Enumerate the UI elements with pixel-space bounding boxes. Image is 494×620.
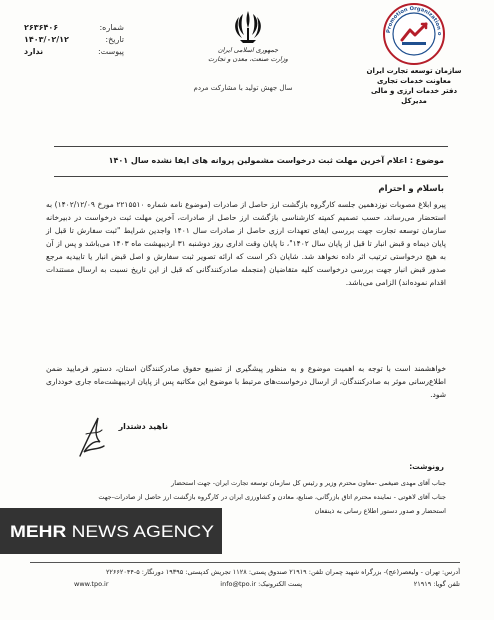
letter-paragraph-request: خواهشمند است با توجه به اهمیت موضوع و به منظور پیشگیری از تضییع حقوق صادرکنندگان استان، دستور فرمایید ضمن اطلاع‌رسانی موثر به صادرکنندگان، از ارسال درخواست‌های مرتبط با موضوع این مکاتبه پس از پایان اردیبهشت‌ماه جاری خودداری شود. [46, 364, 446, 399]
meta-attachment-value: ندارد [24, 47, 44, 56]
footer-website[interactable]: www.tpo.ir [74, 580, 109, 588]
tpo-logo-icon [382, 2, 446, 66]
ministry-emblem-block [198, 8, 298, 64]
meta-number-label: شماره: [99, 23, 124, 32]
iran-emblem-icon [231, 8, 265, 46]
subject-bottom-rule [54, 176, 448, 177]
footer-email: پست الکترونیک: info@tpo.ir [220, 580, 303, 588]
footer-address: آدرس: تهران - ولیعصر(عج)- بزرگراه شهید چمران تلفن: ۲۱۹۱۹ صندوق پستی: ۱۱۲۸ تجریش کدپستی: ۱۹۳۹۵ دورنگار: ۵-۲۲۶۶۲۰۴۴ [105, 568, 460, 576]
mehr-news-watermark-text [10, 517, 216, 545]
emblem-line-country: جمهوری اسلامی ایران [217, 46, 279, 54]
meta-number [24, 22, 124, 34]
cc-title: رونوشت: [409, 462, 444, 471]
mehr-news-watermark [0, 508, 222, 554]
org-line-deputy: معاونت خدمات تجاری [376, 77, 451, 85]
org-line-office: دفتر خدمات ارزی و مالی [370, 87, 458, 95]
signature-scribble-icon [72, 412, 112, 462]
org-line-organization: سازمان توسعه تجارت ایران [366, 67, 462, 75]
footer-contacts [34, 578, 460, 590]
cc-item: استحضار و صدور دستور اطلاع رسانی به ذینفعان [314, 507, 446, 515]
meta-date-value: ۱۴۰۳/۰۲/۱۲ [24, 35, 69, 44]
year-slogan: سال جهش تولید با مشارکت مردم [193, 84, 293, 92]
meta-date [24, 34, 124, 46]
meta-attachment [24, 46, 124, 58]
svg-text:MEHR NEWS AGENCY: MEHR NEWS AGENCY [10, 522, 198, 541]
footer-phone: تلفن گویا: ۲۱۹۱۹ [413, 580, 460, 588]
meta-attachment-label: پیوست: [97, 47, 124, 56]
meta-date-label: تاریخ: [105, 35, 124, 44]
cc-item: جناب آقای لاهوتی - نماینده محترم اتاق بازرگانی، صنایع، معادن و کشاورزی ایران در کارگروه بازگشت ارز حاصل از صادرات-جهت [98, 493, 446, 501]
org-line-director: مدیرکل [401, 97, 427, 105]
signer-name: ناهید دشتدار [118, 422, 168, 431]
meta-number-value: ۲۶۳۶۴۰۶ [24, 23, 59, 32]
subject-top-rule [54, 146, 448, 147]
letter-header [0, 0, 494, 150]
letter-paragraph-main: پیرو ابلاغ مصوبات نوزدهمین جلسه کارگروه بازگشت ارز حاصل از صادرات (موضوع نامه شماره ۲۲۱۵۵۱۰ مورخ ۱۴۰۲/۱۲/۰۹) به استحضار می‌رساند، حسب تصمیم کمیته کارشناسی بازگشت ارز حاصل از صادرات، آخرین مهلت ثبت درخواست در دبیرخانه سازمان توسعه تجارت جهت بررسی ایفای تعهدات ارزی حاصل از صادرات سال ۱۴۰۱ واجدین شرایط "ثبت سفارش تا قبل از پایان دیماه و قبض انبار تا قبل از پایان سال ۱۴۰۲"، تا پایان وقت اداری روز دوشنبه ۳۱ اردیبهشت ماه ۱۴۰۳ می‌باشد و پس از آن به هیچ درخواستی ترتیب اثر داده نخواهد شد. شایان ذکر است که ارائه تصویر ثبت سفارش و اصل قبض انبار یا تاییدیه مرجع صدور قبض انبار جهت بررسی درخواست کلیه متقاضیان (منجمله صادرکنندگانی که قبل از این تاریخ نسبت به ارسال مستندات اقدام نموده‌اند) الزامی می‌باشد. [46, 200, 447, 287]
signature-block [66, 400, 176, 470]
tpo-logo-block [338, 2, 490, 106]
footer-rule [30, 562, 460, 563]
logo-ring-text: Promotion Organization o [385, 5, 443, 36]
letter-meta [24, 22, 124, 58]
emblem-line-ministry: وزارت صنعت، معدن و تجارت [208, 55, 288, 63]
letter-footer [34, 566, 460, 590]
letter-subject: موضوع : اعلام آخرین مهلت ثبت درخواست مشمولین پروانه های ایفا نشده سال ۱۴۰۱ [108, 156, 444, 165]
letter-greeting: باسلام و احترام [378, 184, 444, 194]
cc-item: جناب آقای مهدی ضیغمی -معاون محترم وزیر و رئیس کل سازمان توسعه تجارت ایران- جهت استحضار [171, 479, 446, 487]
